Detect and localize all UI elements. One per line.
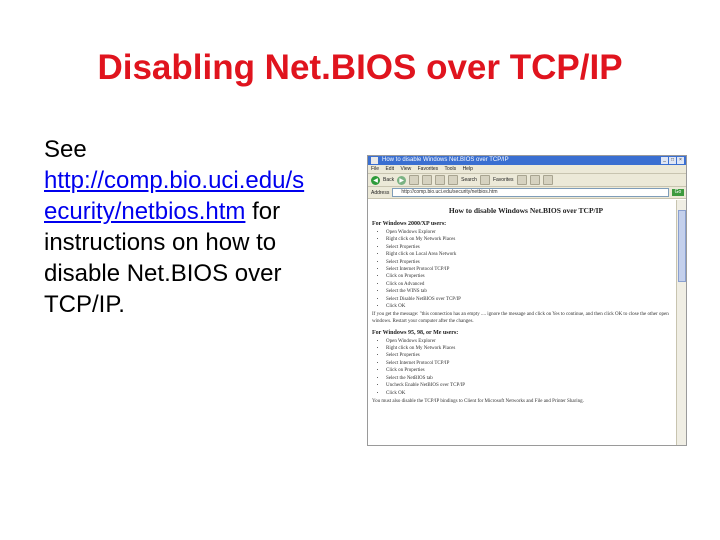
address-bar: [368, 187, 686, 199]
steps-9x: [372, 338, 680, 397]
steps-2000xp: [372, 229, 680, 310]
forward-arrow-icon[interactable]: ▶: [397, 176, 406, 185]
slide-title: Disabling Net.BIOS over TCP/IP: [97, 48, 623, 87]
window-controls: [661, 157, 684, 164]
body-link-line: [44, 165, 354, 196]
list-item: • Click OK: [386, 303, 680, 310]
history-icon[interactable]: [517, 175, 527, 185]
page-content: [368, 200, 680, 445]
list-item: • Open Windows Explorer: [386, 229, 680, 236]
list-item: • Right click on Local Area Network: [386, 251, 680, 258]
menu-file[interactable]: File: [371, 166, 380, 172]
address-input[interactable]: http://comp.bio.uci.edu/security/netbios.htm: [392, 188, 669, 197]
list-item: • Click on Properties: [386, 273, 680, 280]
netbios-link[interactable]: http://comp.bio.uci.edu/s: [44, 167, 305, 194]
menu-edit[interactable]: Edit: [385, 166, 395, 172]
menu-favorites[interactable]: Favorites: [417, 166, 439, 172]
section2-note: You must also disable the TCP/IP bindings to Client for Microsoft Networks and File and Printer Sharing.: [372, 398, 584, 404]
vertical-scrollbar[interactable]: [676, 200, 686, 445]
list-item: • Select Disable NetBIOS over TCP/IP: [386, 296, 680, 303]
mail-icon[interactable]: [530, 175, 540, 185]
list-item: • Open Windows Explorer: [386, 338, 680, 345]
window-title: How to disable Windows Net.BIOS over TCP/IP: [382, 157, 509, 163]
menu-tools[interactable]: Tools: [444, 166, 457, 172]
list-item: • Select the WINS tab: [386, 288, 680, 295]
body-line-5: TCP/IP.: [44, 291, 125, 318]
list-item: • Click OK: [386, 390, 680, 397]
maximize-icon[interactable]: □: [670, 157, 675, 163]
menu-view[interactable]: View: [400, 166, 412, 172]
menu-help[interactable]: Help: [462, 166, 473, 172]
body-link-line-2: [44, 196, 354, 227]
address-label: Address: [371, 189, 390, 196]
body-line-3: instructions on how to: [44, 229, 277, 256]
body-line-4: disable Net.BIOS over: [44, 260, 282, 287]
list-item: • Click on Advanced: [386, 281, 680, 288]
body-suffix: for: [245, 198, 281, 225]
stop-icon[interactable]: [409, 175, 419, 185]
window-titlebar: [368, 156, 686, 165]
section-heading-9x: For Windows 95, 98, or Me users:: [372, 329, 459, 336]
search-icon[interactable]: [448, 175, 458, 185]
list-item: • Select Internet Protocol TCP/IP: [386, 360, 680, 367]
back-label: Back: [383, 177, 395, 183]
back-arrow-icon[interactable]: ◀: [371, 176, 380, 185]
page-heading: How to disable Windows Net.BIOS over TCP/IP: [448, 206, 604, 215]
list-item: • Select the NetBIOS tab: [386, 375, 680, 382]
browser-toolbar: [368, 174, 686, 187]
favorites-label: Favorites: [492, 177, 514, 183]
browser-screenshot: [367, 155, 687, 446]
minimize-icon[interactable]: _: [661, 157, 668, 164]
scrollbar-thumb[interactable]: [678, 210, 686, 282]
slide-body: [44, 134, 354, 320]
search-label: Search: [461, 177, 477, 183]
body-prefix: See: [44, 136, 87, 163]
list-item: • Select Properties: [386, 352, 680, 359]
ie-icon: [371, 157, 378, 164]
close-icon[interactable]: ×: [677, 157, 684, 164]
list-item: • Select Properties: [386, 259, 680, 266]
menu-bar: [368, 165, 686, 174]
go-button[interactable]: Go: [672, 189, 684, 196]
list-item: • Click on Properties: [386, 367, 680, 374]
list-item: • Select Internet Protocol TCP/IP: [386, 266, 680, 273]
list-item: • Right click on My Network Places: [386, 345, 680, 352]
home-icon[interactable]: [435, 175, 445, 185]
section-heading-2000xp: For Windows 2000/XP users:: [372, 221, 447, 227]
list-item: • Uncheck Enable NetBIOS over TCP/IP: [386, 382, 680, 389]
favorites-star-icon[interactable]: [480, 175, 490, 185]
list-item: • Select Properties: [386, 244, 680, 251]
print-icon[interactable]: [543, 175, 553, 185]
refresh-icon[interactable]: [422, 175, 432, 185]
section1-note: If you get the message: "this connection has an empty .... ignore the message and click on Yes to continue, and then click OK to close the other open windows. Restart your computer after the changes.: [372, 312, 669, 325]
list-item: • Right click on My Network Places: [386, 236, 680, 243]
netbios-link-continued[interactable]: ecurity/netbios.htm: [44, 198, 246, 225]
